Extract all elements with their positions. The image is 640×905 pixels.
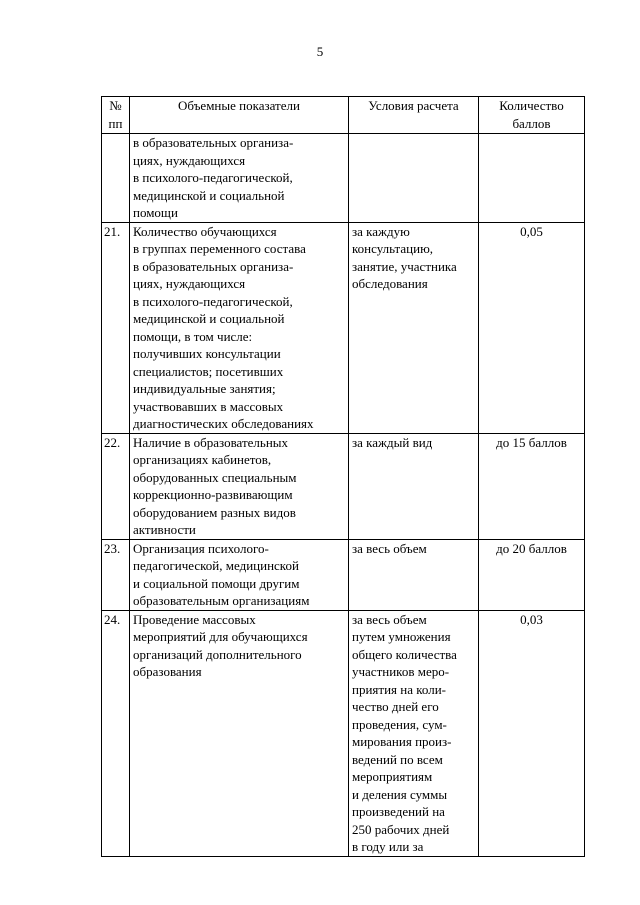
cell-text-line: в образовательных организа- [133, 135, 294, 150]
cell-text-line: Количество [499, 98, 564, 113]
cell-text-line: получивших консультации [133, 346, 281, 361]
row-points: 0,03 [479, 610, 585, 856]
row-points: до 15 баллов [479, 433, 585, 539]
cell-text-line: обследования [352, 276, 428, 291]
cell-text-line: Наличие в образовательных [133, 434, 289, 450]
cell-text-line: образования [133, 664, 202, 679]
cell-text-line: в году или за [352, 839, 424, 854]
cell-text-line: активности [133, 522, 196, 537]
cell-text-line: 250 рабочих дней [352, 821, 450, 837]
cell-text-line: организациях кабинетов, [133, 452, 272, 467]
cell-text-line: диагностических обследованиях [133, 416, 314, 431]
cell-text-line: консультацию, [352, 241, 434, 256]
row-points [479, 134, 585, 223]
table-row [102, 433, 585, 539]
cell-text-line: мирования произ- [352, 734, 452, 749]
cell-text-line: № [109, 98, 122, 113]
row-indicator [130, 539, 349, 610]
page-number: 5 [316, 44, 324, 59]
row-points: до 20 баллов [479, 539, 585, 610]
row-number [102, 134, 130, 223]
cell-text-line: циях, нуждающихся [133, 276, 246, 291]
table-row [102, 539, 585, 610]
cell-text-line: занятие, участника [352, 258, 457, 274]
cell-text-line: организаций дополнительного [133, 646, 302, 662]
cell-text-line: и социальной помощи другим [133, 575, 300, 591]
cell-text-line: участников меро- [352, 664, 450, 679]
cell-text-line: в образовательных организа- [133, 258, 294, 274]
cell-text-line: медицинской и социальной [133, 311, 285, 326]
cell-text-line: образовательным организациям [133, 593, 310, 608]
table-row [102, 134, 585, 223]
cell-text-line: медицинской и социальной [133, 187, 285, 203]
cell-text-line: общего количества [352, 646, 457, 662]
row-number: 24. [102, 610, 130, 856]
row-indicator [130, 134, 349, 223]
cell-text-line: коррекционно-развивающим [133, 487, 293, 502]
table-row [102, 610, 585, 856]
row-condition [349, 222, 479, 433]
cell-text-line: пп [108, 115, 123, 131]
cell-text-line: и деления суммы [352, 786, 448, 802]
cell-text-line: помощи, в том числе: [133, 328, 253, 344]
cell-text-line: приятия на коли- [352, 681, 446, 697]
row-condition [349, 134, 479, 223]
row-number: 23. [102, 539, 130, 610]
cell-text-line: за весь объем [352, 540, 427, 556]
cell-text-line: ведений по всем [352, 751, 443, 767]
cell-text-line: мероприятий для обучающихся [133, 629, 308, 644]
row-indicator [130, 610, 349, 856]
cell-text-line: чество дней его [352, 699, 439, 714]
cell-text-line: в психолого-педагогической, [133, 293, 293, 309]
cell-text-line: путем умножения [352, 629, 451, 644]
cell-text-line: мероприятиям [352, 769, 433, 784]
header-points [479, 97, 585, 134]
cell-text-line: Проведение массовых [133, 611, 256, 627]
row-points: 0,05 [479, 222, 585, 433]
row-condition [349, 610, 479, 856]
cell-text-line: специалистов; посетивших [133, 363, 284, 379]
cell-text-line: проведения, сум- [352, 716, 447, 732]
row-condition [349, 433, 479, 539]
row-condition [349, 539, 479, 610]
cell-text-line: Условия расчета [368, 98, 459, 113]
cell-text-line: участвовавших в массовых [133, 398, 284, 414]
cell-text-line: в психолого-педагогической, [133, 170, 293, 185]
cell-text-line: за каждый вид [352, 434, 433, 450]
header-conditions [349, 97, 479, 134]
row-number: 22. [102, 433, 130, 539]
cell-text-line: Количество обучающихся [133, 223, 277, 239]
cell-text-line: в группах переменного состава [133, 241, 306, 256]
table-header-row [102, 97, 585, 134]
cell-text-line: баллов [512, 115, 551, 131]
cell-text-line: произведений на [352, 804, 445, 819]
cell-text-line: оборудованием разных видов [133, 504, 296, 520]
row-number: 21. [102, 222, 130, 433]
cell-text-line: индивидуальные занятия; [133, 381, 276, 396]
cell-text-line: помощи [133, 205, 178, 220]
table-row [102, 222, 585, 433]
cell-text-line: Объемные показатели [178, 98, 300, 113]
cell-text-line: за каждую [352, 223, 410, 239]
row-indicator [130, 433, 349, 539]
cell-text-line: за весь объем [352, 611, 427, 627]
cell-text-line: Организация психолого- [133, 540, 269, 556]
header-number [102, 97, 130, 134]
header-indicators [130, 97, 349, 134]
cell-text-line: оборудованных специальным [133, 469, 297, 485]
indicators-table [101, 96, 585, 857]
cell-text-line: педагогической, медицинской [133, 558, 299, 573]
row-indicator [130, 222, 349, 433]
cell-text-line: циях, нуждающихся [133, 152, 246, 168]
